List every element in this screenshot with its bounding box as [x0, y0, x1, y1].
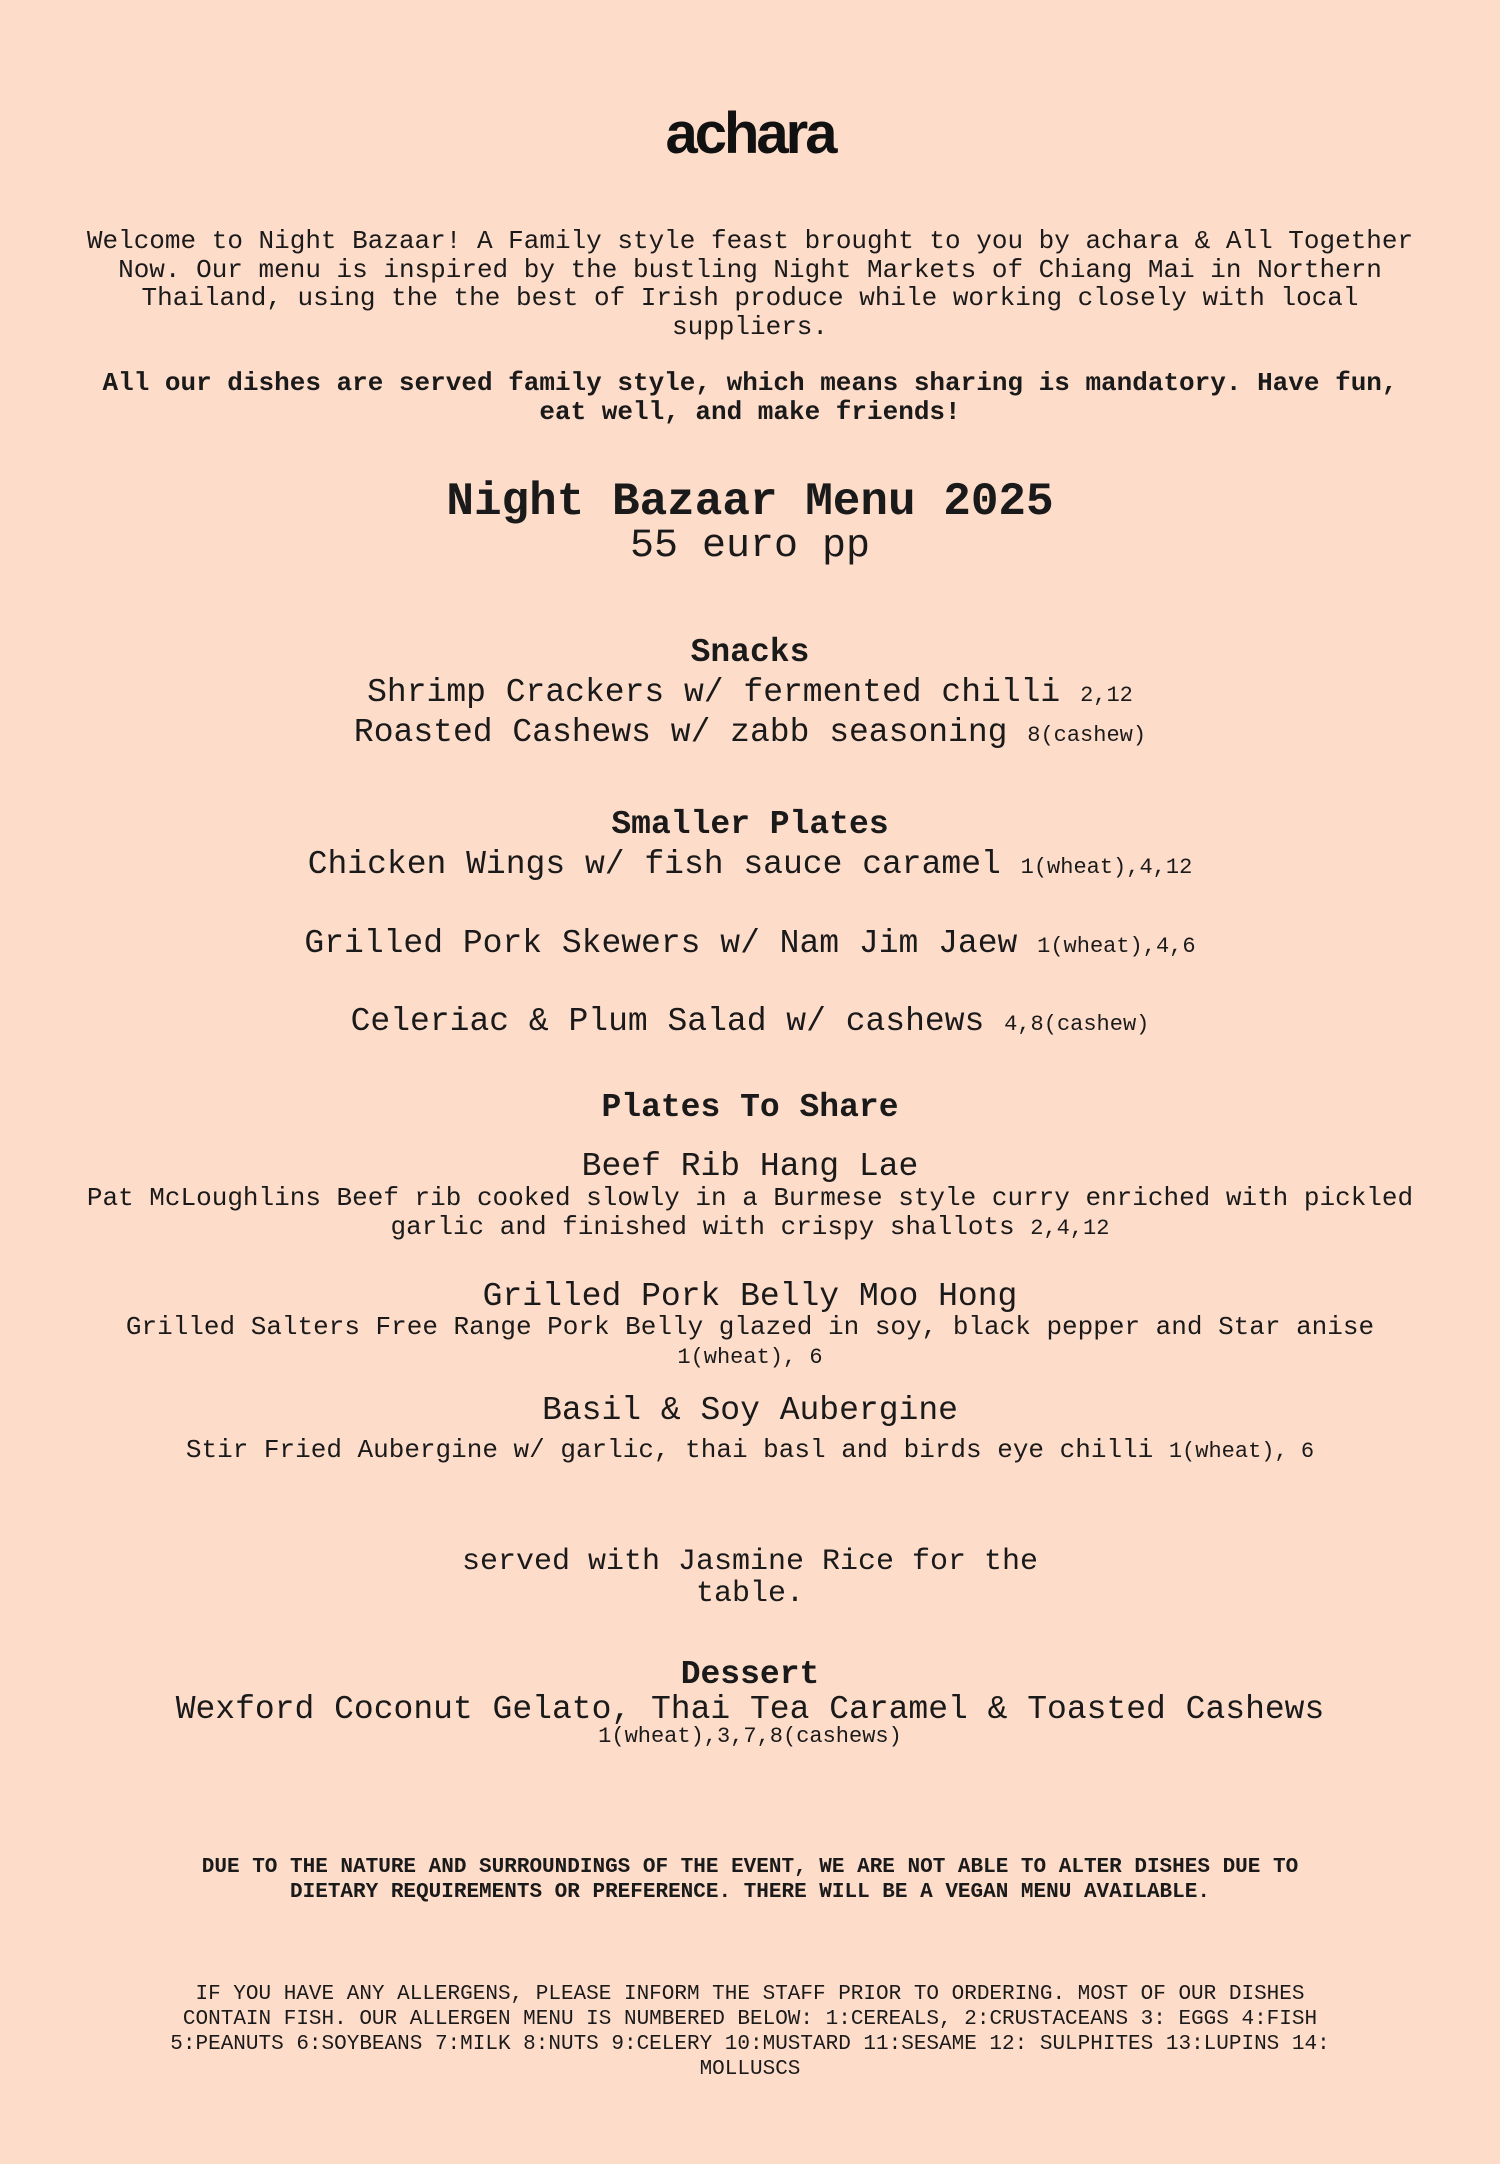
family-style-note — [0, 369, 1500, 426]
dish-name: Chicken Wings w/ fish sauce caramel — [307, 846, 1001, 883]
smaller-plate-item — [0, 1002, 1500, 1045]
allergen-codes: 2,12 — [1080, 683, 1133, 708]
plates-to-share-heading: Plates To Share — [601, 1089, 899, 1126]
allergen-codes: 1(wheat), 6 — [1168, 1439, 1315, 1464]
snack-item — [0, 713, 1500, 756]
smaller-plate-item — [0, 924, 1500, 967]
dish-description: Stir Fried Aubergine w/ garlic, thai basl and birds eye chilli — [185, 1435, 1154, 1465]
rice-note-text: served with Jasmine Rice for the table. — [461, 1545, 1039, 1611]
share-dish-description — [0, 1184, 1500, 1243]
share-dish-description — [0, 1313, 1500, 1372]
dish-name: Grilled Pork Skewers w/ Nam Jim Jaew — [304, 925, 1018, 962]
dish-name: Celeriac & Plum Salad w/ cashews — [350, 1003, 985, 1040]
achara-logo: achara — [665, 101, 835, 166]
snacks-heading: Snacks — [690, 634, 810, 671]
allergen-codes: 1(wheat),4,12 — [1020, 855, 1193, 880]
dietary-notice — [0, 1855, 1500, 1905]
family-style-paragraph: All our dishes are served family style, which means sharing is mandatory. Have fun, eat well, and make friends! — [102, 368, 1398, 427]
snack-item — [0, 673, 1500, 716]
menu-price: 55 euro pp — [629, 524, 871, 569]
dessert-allergen-codes: 1(wheat),3,7,8(cashews) — [598, 1724, 902, 1749]
smaller-plates-heading: Smaller Plates — [611, 806, 889, 843]
smaller-plate-item — [0, 845, 1500, 888]
allergen-codes: 1(wheat), 6 — [677, 1344, 823, 1370]
allergen-codes: 4,8(cashew) — [1004, 1012, 1150, 1037]
dietary-notice-text: DUE TO THE NATURE AND SURROUNDINGS OF THE EVENT, WE ARE NOT ABLE TO ALTER DISHES DUE TO DIETARY REQUIREMENTS OR PREFERENCE. THERE WILL BE A VEGAN MENU AVAILABLE. — [201, 1856, 1299, 1904]
dessert-name: Wexford Coconut Gelato, Thai Tea Caramel & Toasted Cashews — [175, 1691, 1325, 1728]
allergen-info-text: IF YOU HAVE ANY ALLERGENS, PLEASE INFORM THE STAFF PRIOR TO ORDERING. MOST OF OUR DISHES CONTAIN FISH. OUR ALLERGEN MENU IS NUMBERED BELOW: 1:CEREALS, 2:CRUSTACEANS 3: EGGS 4:FISH 5:PEANUTS 6:SOYBEANS 7:MILK 8:NUTS 9:CELERY 10:MUSTARD 11:SESAME 12: SULPHITES 13:LUPINS 14: MOLLUSCS — [170, 1983, 1330, 2081]
dish-name: Shrimp Crackers w/ fermented chilli — [367, 674, 1061, 711]
allergen-codes: 8(cashew) — [1027, 723, 1147, 748]
welcome-paragraph: Welcome to Night Bazaar! A Family style feast brought to you by achara & All Together Now. Our menu is inspired by the bustling Night Markets of Chiang Mai in Northern Thailand, using the the best of Irish produce while working closely with local suppliers. — [86, 226, 1414, 342]
menu-title: Night Bazaar Menu 2025 — [446, 476, 1054, 528]
rice-note — [0, 1546, 1500, 1610]
share-dish-description — [0, 1436, 1500, 1467]
allergen-codes: 2,4,12 — [1030, 1215, 1110, 1241]
intro-text — [0, 227, 1500, 341]
allergen-codes: 1(wheat),4,6 — [1037, 934, 1196, 959]
share-dish-name: Grilled Pork Belly Moo Hong — [482, 1278, 1018, 1315]
dish-description: Grilled Salters Free Range Pork Belly glazed in soy, black pepper and Star anise — [125, 1312, 1375, 1342]
share-dish-name: Basil & Soy Aubergine — [542, 1392, 958, 1429]
dish-name: Roasted Cashews w/ zabb seasoning — [353, 714, 1008, 751]
allergen-info — [0, 1982, 1500, 2082]
dish-description: Pat McLoughlins Beef rib cooked slowly in a Burmese style curry enriched with pickled garlic and finished with crispy shallots — [86, 1183, 1414, 1242]
share-dish-name: Beef Rib Hang Lae — [581, 1148, 919, 1185]
dessert-heading: Dessert — [680, 1656, 820, 1693]
